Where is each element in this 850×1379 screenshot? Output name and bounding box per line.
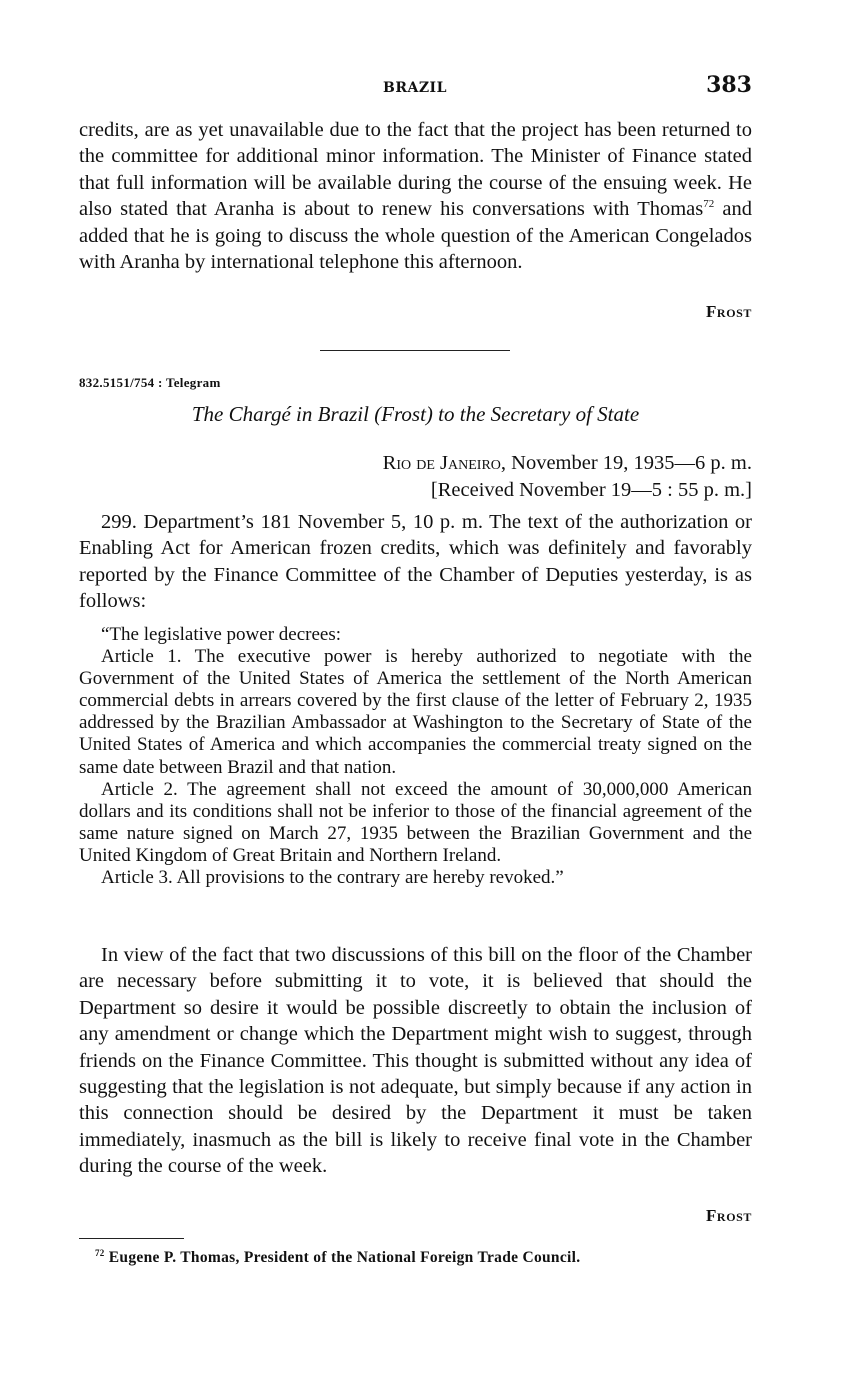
quoted-act (79, 624, 752, 889)
signature-frost-1: Frost (705, 302, 752, 321)
footnote-text: Eugene P. Thomas, President of the National Foreign Trade Council. (108, 1249, 581, 1266)
quote-article-3: Article 3. All provisions to the contrary are hereby revoked.” (101, 867, 564, 889)
body-paragraph-2: In view of the fact that two discussions of this bill on the floor of the Chamber are necessary before submitting it to vote, it is believed that should the Department so desire it would be possible discreetly to obtain the inclusion of any amendment or change which the Department might wish to suggest, through friends on the Finance Committee. This thought is submitted without any idea of suggesting that the legislation is not adequate, but simply because if any action in this connection should be desired by the Department it must be taken immediately, inasmuch as the bill is likely to receive final vote in the Chamber during the course of the week. (79, 944, 752, 1178)
footnote (95, 1249, 755, 1267)
footnote-number: 72 (95, 1247, 105, 1258)
continued-paragraph (79, 117, 752, 275)
section-divider (320, 350, 510, 351)
document-title: The Chargé in Brazil (Frost) to the Secretary of State (191, 402, 640, 426)
continued-text: credits, are as yet unavailable due to the fact that the project has been returned to the committee for additional minor information. The Minister of Finance stated that full information will be available during the course of the ensuing week. He also stated that Aranha is about to renew his conversations with Thomas (79, 119, 752, 221)
dateline-date: , November 19, 1935—6 p. m. (500, 452, 752, 474)
footnote-ref: 72 (703, 198, 715, 211)
continued-text-end: and added that he is going to discuss the whole question of the American Congelados with Aranha by international telephone this afternoon. (79, 198, 752, 274)
quote-article-2: Article 2. The agreement shall not exceed the amount of 30,000,000 American dollars and its conditions shall not be inferior to those of the financial agreement of the same nature signed on March 27, 1935 between the Brazilian Government and the United Kingdom of Great Britain and Northern Ireland. (79, 778, 752, 866)
document-reference: 832.5151/754 : Telegram (79, 375, 221, 390)
running-title: BRAZIL (383, 80, 447, 96)
page-number: 383 (706, 72, 752, 98)
dateline (383, 452, 752, 475)
body-paragraph-1: 299. Department’s 181 November 5, 10 p. m. The text of the authorization or Enabling Act for American frozen credits, which was definitely and favorably reported by the Finance Committee of the Chamber of Deputies yesterday, is as follows: (79, 511, 752, 613)
signature-frost-2: Frost (705, 1206, 752, 1225)
quote-article-1: Article 1. The executive power is hereby authorized to negotiate with the Government of the United States of America the settlement of the North American commercial debts in arrears covered by the first clause of the letter of February 2, 1935 addressed by the Brazilian Ambassador at Washington to the Secretary of State of the United States of America and which accompanies the commercial treaty signed on the same date between Brazil and that nation. (79, 646, 752, 778)
dateline-place: Rio de Janeiro (382, 452, 501, 474)
footnote-divider (79, 1238, 184, 1239)
quote-intro: “The legislative power decrees: (101, 624, 342, 645)
received-line: [Received November 19—5 : 55 p. m.] (430, 479, 752, 501)
